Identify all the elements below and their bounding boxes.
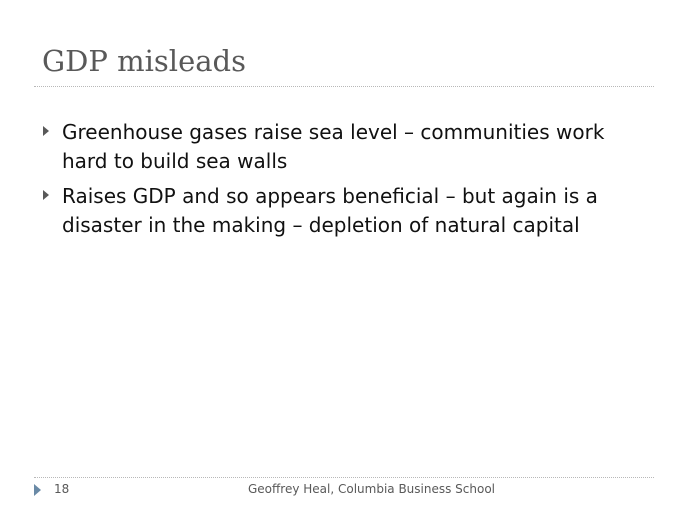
bullet-item (40, 118, 640, 176)
title-divider (34, 86, 654, 87)
slide-title: GDP misleads (42, 44, 246, 78)
bullet-text: Raises GDP and so appears beneficial – but again is a disaster in the making – depletion of natural capital (62, 184, 598, 237)
triangle-footer-icon (34, 484, 41, 496)
footer-divider (34, 477, 654, 478)
footer-text: Geoffrey Heal, Columbia Business School (248, 482, 496, 496)
triangle-bullet-icon (43, 190, 49, 200)
triangle-bullet-icon (43, 126, 49, 136)
bullet-item (40, 182, 640, 240)
page-number: 18 (54, 482, 70, 496)
bullet-list (40, 118, 640, 246)
bullet-text: Greenhouse gases raise sea level – communities work hard to build sea walls (62, 120, 605, 173)
